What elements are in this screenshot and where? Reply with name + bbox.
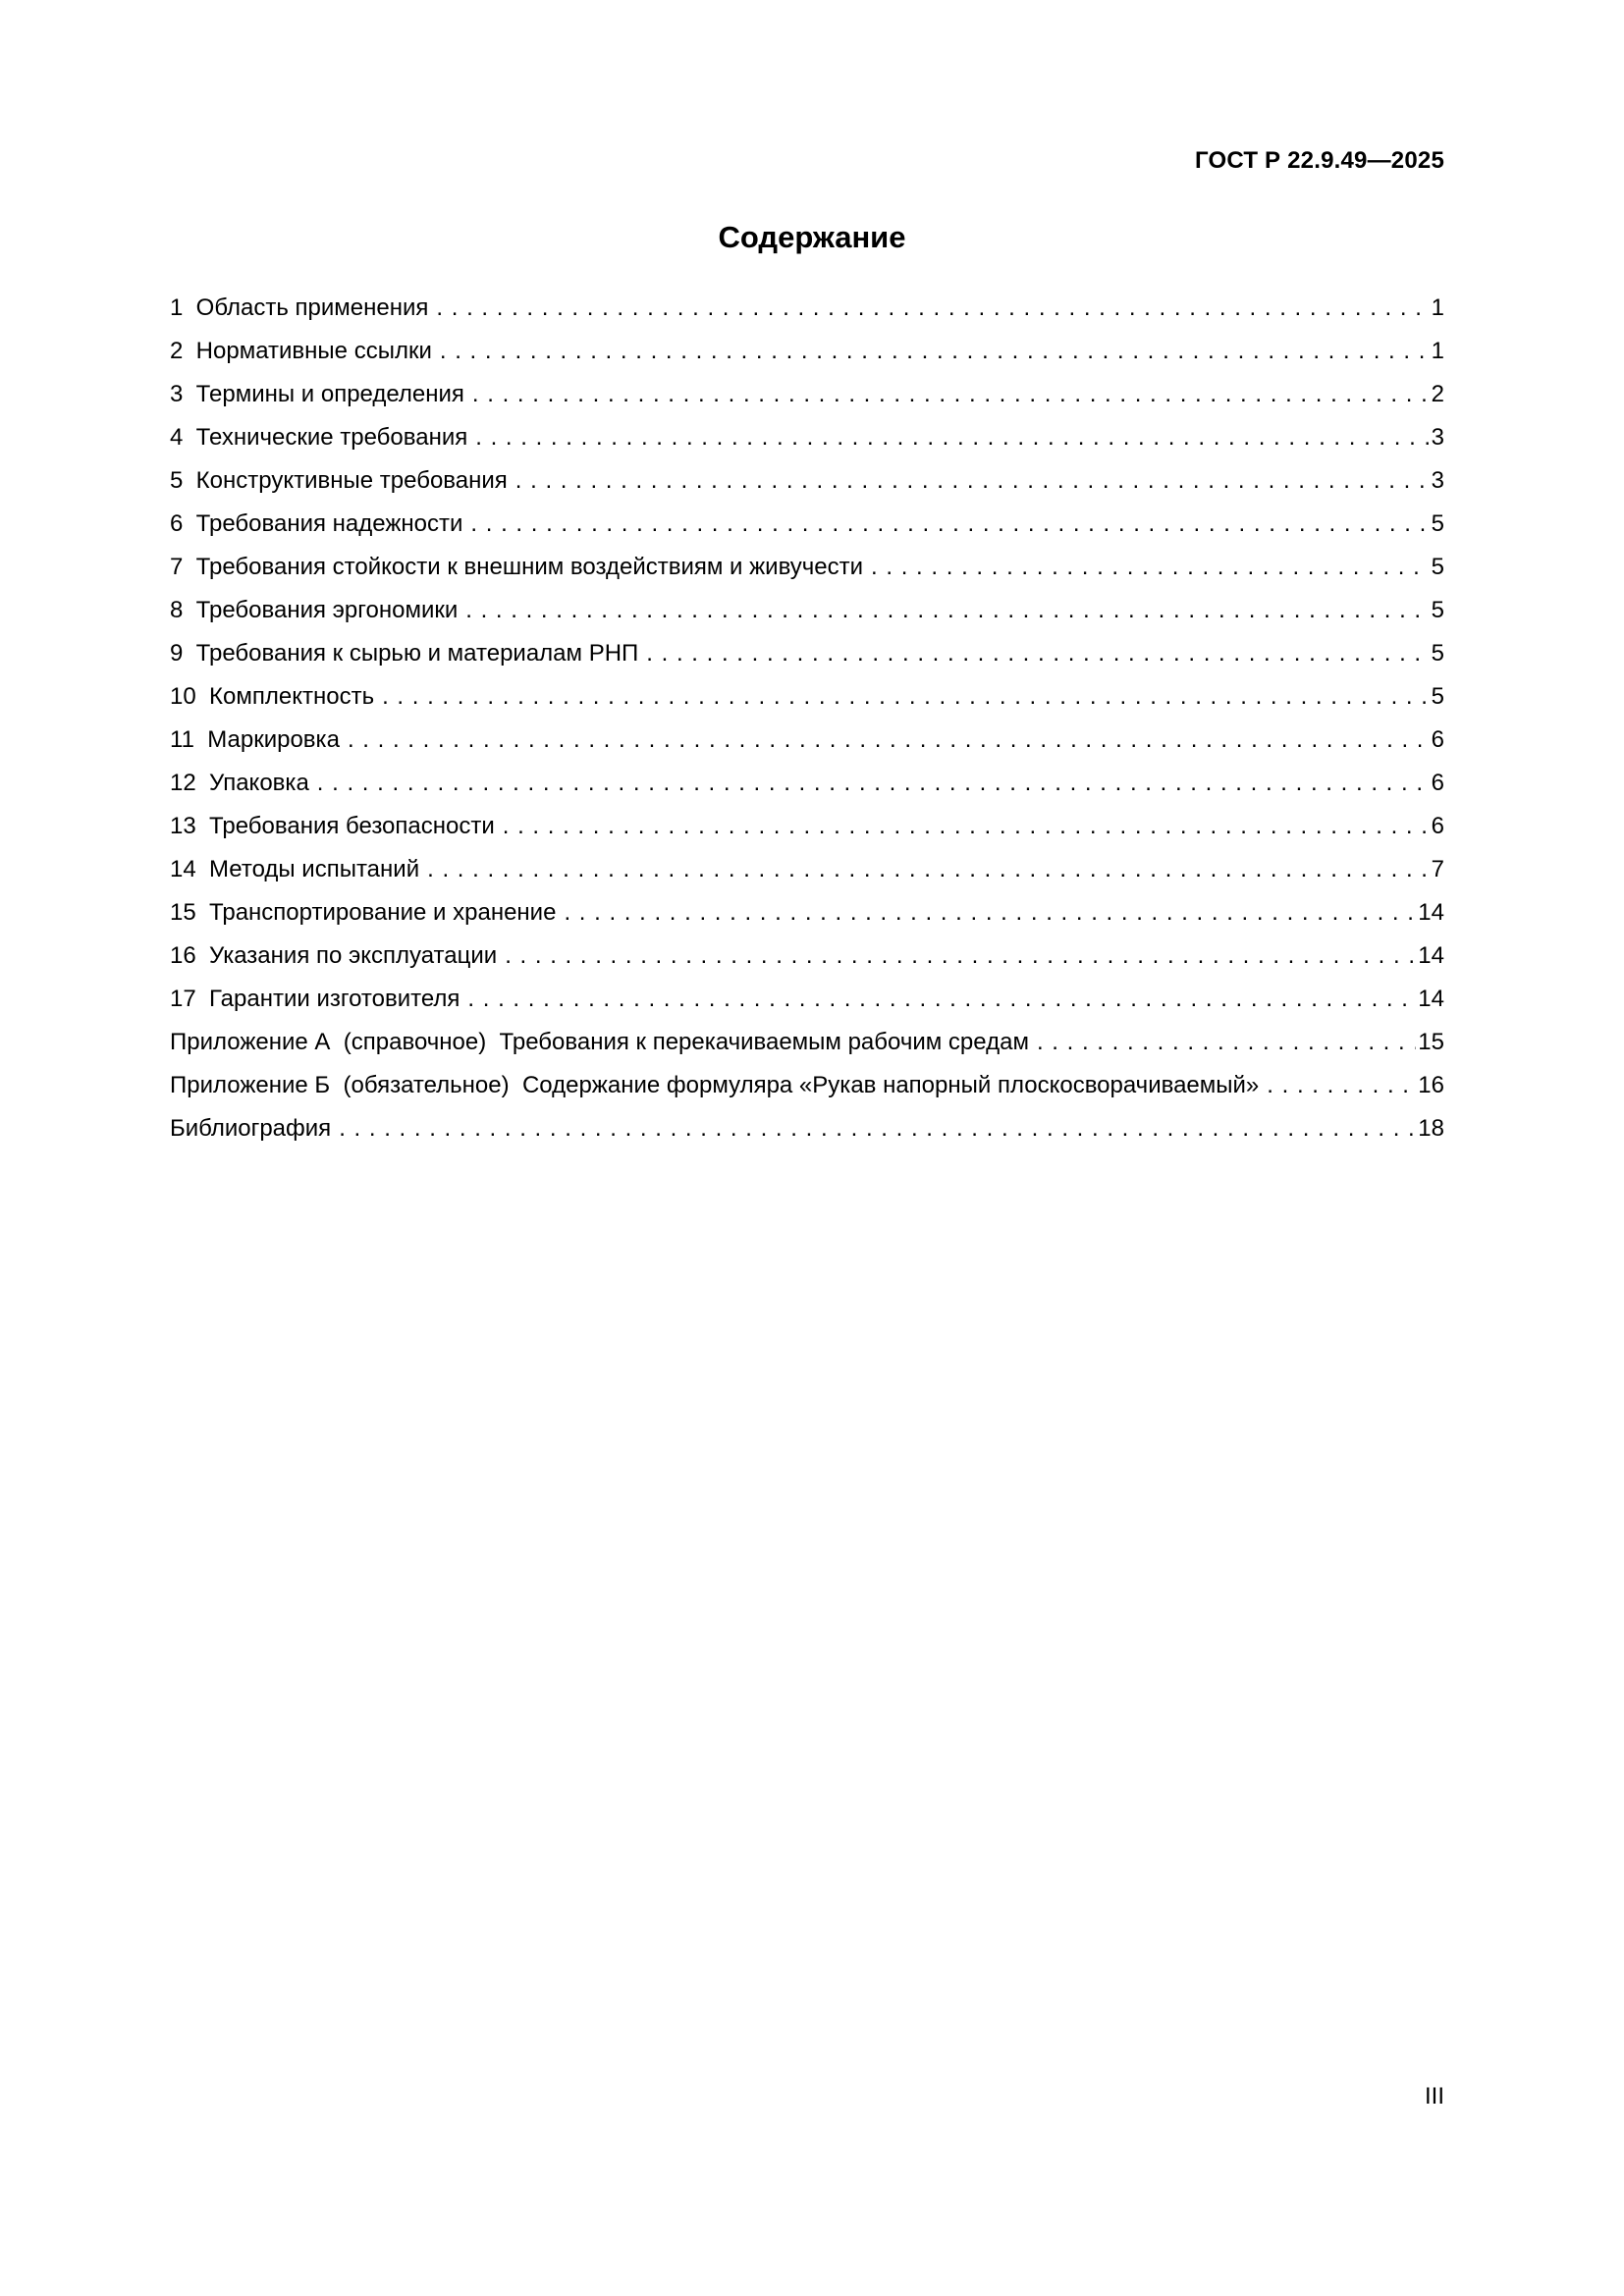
toc-dot-leader [475,416,1429,459]
toc-dot-leader [465,589,1429,632]
toc-entry [170,934,1444,978]
toc-entry [170,287,1444,330]
toc-entry-label: 12 Упаковка [170,770,309,796]
toc-entry-label: 7 Требования стойкости к внешним воздействиям и живучести [170,554,864,580]
toc-entry-label: 5 Конструктивные требования [170,467,508,494]
toc-dot-leader [436,287,1429,330]
toc-entry-label: 14 Методы испытаний [170,856,420,882]
document-code: ГОСТ Р 22.9.49—2025 [1195,147,1444,174]
toc-entry [170,891,1444,934]
toc-dot-leader [467,978,1416,1021]
toc-entry-label: 10 Комплектность [170,683,375,710]
toc-entry-page: 3 [1431,467,1444,494]
toc-entry-page: 16 [1418,1072,1444,1098]
toc-entry-page: 14 [1418,899,1444,926]
toc-entry-label: Приложение А (справочное) Требования к перекачиваемым рабочим средам [170,1029,1029,1055]
toc-entry-label: 11 Маркировка [170,726,340,753]
toc-dot-leader [1037,1021,1416,1064]
toc-entry-label: 3 Термины и определения [170,381,464,407]
toc-entry [170,546,1444,589]
toc-dot-leader [472,373,1430,416]
toc-entry-label: 15 Транспортирование и хранение [170,899,557,926]
toc-entry-page: 1 [1431,294,1444,321]
toc-entry-page: 2 [1431,381,1444,407]
toc-entry-page: 5 [1431,640,1444,667]
toc-entry [170,978,1444,1021]
toc-entry [170,848,1444,891]
toc-dot-leader [505,934,1416,978]
toc-entry [170,719,1444,762]
toc-entry [170,373,1444,416]
toc-entry-label: 6 Требования надежности [170,510,463,537]
toc-entry [170,1021,1444,1064]
toc-dot-leader [440,330,1430,373]
toc-entry-label: Библиография [170,1115,332,1142]
toc-entry [170,805,1444,848]
toc-entry-label: 13 Требования безопасности [170,813,495,839]
toc-entry [170,503,1444,546]
toc-dot-leader [382,675,1430,719]
toc-entry [170,330,1444,373]
toc-dot-leader [871,546,1430,589]
toc-dot-leader [564,891,1416,934]
toc-entry-page: 5 [1431,683,1444,710]
toc-entry-page: 14 [1418,986,1444,1012]
toc-entry-page: 1 [1431,338,1444,364]
toc-entry-label: 16 Указания по эксплуатации [170,942,498,969]
toc-dot-leader [339,1107,1416,1150]
toc-entry [170,459,1444,503]
toc-entry-page: 5 [1431,510,1444,537]
toc-dot-leader [503,805,1430,848]
toc-dot-leader [1267,1064,1416,1107]
toc-dot-leader [348,719,1430,762]
toc-dot-leader [427,848,1430,891]
toc-entry-page: 6 [1431,813,1444,839]
toc-entry [170,589,1444,632]
toc-entry [170,1064,1444,1107]
toc-entry-page: 7 [1431,856,1444,882]
toc-list [170,287,1444,1150]
toc-entry [170,1107,1444,1150]
toc-entry-page: 5 [1431,554,1444,580]
toc-entry [170,675,1444,719]
toc-entry-page: 6 [1431,770,1444,796]
toc-dot-leader [470,503,1429,546]
toc-entry-label: 8 Требования эргономики [170,597,459,623]
toc-entry-label: 1 Область применения [170,294,429,321]
toc-entry [170,416,1444,459]
toc-entry-page: 6 [1431,726,1444,753]
toc-entry-label: 4 Технические требования [170,424,468,451]
toc-entry-page: 14 [1418,942,1444,969]
page-title: Содержание [718,220,906,254]
toc-dot-leader [646,632,1429,675]
toc-entry-label: 2 Нормативные ссылки [170,338,432,364]
toc-entry-label: Приложение Б (обязательное) Содержание формуляра «Рукав напорный плоскосворачиваемый» [170,1072,1260,1098]
toc-entry-label: 17 Гарантии изготовителя [170,986,460,1012]
toc-entry-page: 5 [1431,597,1444,623]
toc-dot-leader [515,459,1430,503]
toc-entry-label: 9 Требования к сырью и материалам РНП [170,640,639,667]
toc-entry-page: 18 [1418,1115,1444,1142]
toc-dot-leader [317,762,1430,805]
toc-entry-page: 3 [1431,424,1444,451]
toc-entry-page: 15 [1418,1029,1444,1055]
page-number: III [1424,2083,1444,2109]
toc-entry [170,762,1444,805]
toc-entry [170,632,1444,675]
